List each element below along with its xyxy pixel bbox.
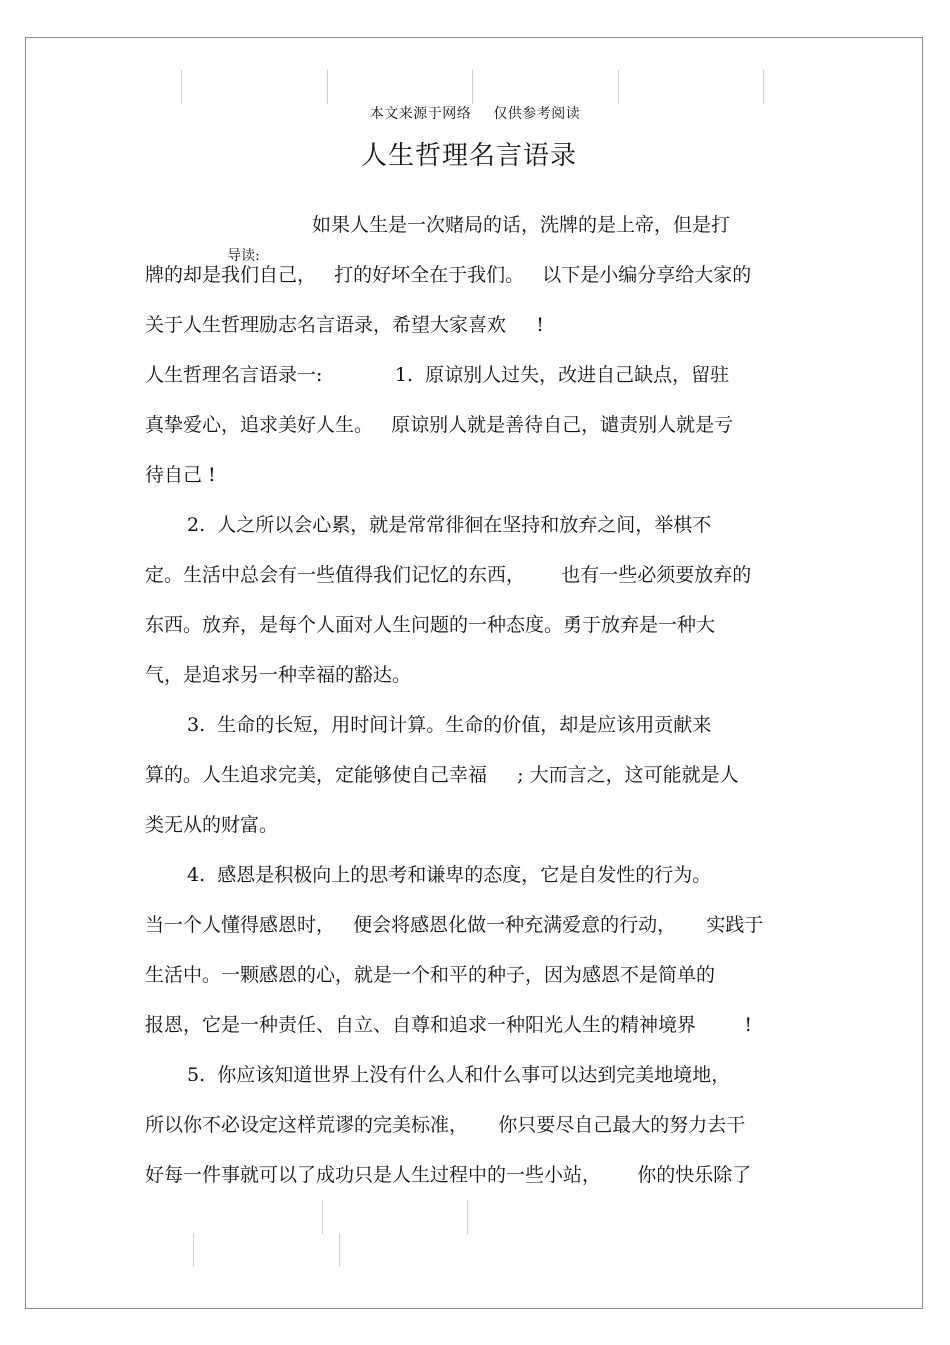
paragraph-line: 定。生活中总会有一些值得我们记忆的东西， 也有一些必须要放弃的 (145, 564, 752, 586)
paragraph-line: 算的。人生追求完美，定能够使自己幸福 ; 大而言之，这可能就是人 (145, 764, 739, 786)
paragraph-line: 好每一件事就可以了成功只是人生过程中的一些小站， 你的快乐除了 (145, 1164, 752, 1186)
paragraph-line: 关于人生哲理励志名言语录，希望大家喜欢 ! (145, 314, 544, 336)
source-note-left: 本文来源于网络 (369, 106, 472, 122)
source-note (0, 103, 950, 123)
paragraph-line: 报恩，它是一种责任、自立、自尊和追求一种阳光人生的精神境界 ! (145, 1014, 752, 1036)
paragraph-line: 类无从的财富。 (145, 814, 279, 836)
paragraph-line: 4. 感恩是积极向上的思考和谦卑的态度，它是自发性的行为。 (187, 864, 712, 886)
paragraph-line: 所以你不必设定这样荒谬的完美标准， 你只要尽自己最大的努力去干 (145, 1114, 746, 1136)
bottom-mark (339, 1233, 340, 1267)
top-mark (618, 70, 619, 104)
paragraph-line: 东西。放弃，是每个人面对人生问题的一种态度。勇于放弃是一种大 (145, 614, 716, 636)
paragraph-line: 气，是追求另一种幸福的豁达。 (145, 664, 412, 686)
paragraph-line: 如果人生是一次赌局的话，洗牌的是上帝，但是打 (312, 214, 731, 236)
paragraph-line: 当一个人懂得感恩时， 便会将感恩化做一种充满爱意的行动， 实践于 (145, 914, 764, 936)
top-mark (327, 70, 328, 104)
paragraph-line: 2. 人之所以会心累，就是常常徘徊在坚持和放弃之间，举棋不 (187, 514, 712, 536)
document-title: 人生哲理名言语录 (360, 141, 577, 171)
paragraph-line: 5. 你应该知道世界上没有什么人和什么事可以达到完美地境地， (187, 1064, 731, 1086)
paragraph-line: 真挚爱心，追求美好人生。 原谅别人就是善待自己，谴责别人就是亏 (145, 414, 734, 436)
bottom-mark (193, 1233, 194, 1267)
bottom-mark (322, 1200, 323, 1234)
top-mark (472, 70, 473, 104)
paragraph-line: 生活中。一颗感恩的心，就是一个和平的种子，因为感恩不是简单的 (145, 964, 716, 986)
lead-label: 导读: (227, 248, 260, 264)
paragraph-line: 待自己 ! (145, 464, 216, 486)
paragraph-line: 牌的却是我们自己， 打的好坏全在于我们。 以下是小编分享给大家的 (145, 264, 752, 286)
paragraph-line: 3. 生命的长短，用时间计算。生命的价值，却是应该用贡献来 (187, 714, 712, 736)
source-note-right: 仅供参考阅读 (493, 106, 581, 122)
top-mark (181, 70, 182, 104)
paragraph-line: 人生哲理名言语录一: 1. 原谅别人过失，改进自己缺点，留驻 (145, 364, 730, 386)
bottom-mark (467, 1200, 468, 1234)
top-mark (763, 70, 764, 104)
